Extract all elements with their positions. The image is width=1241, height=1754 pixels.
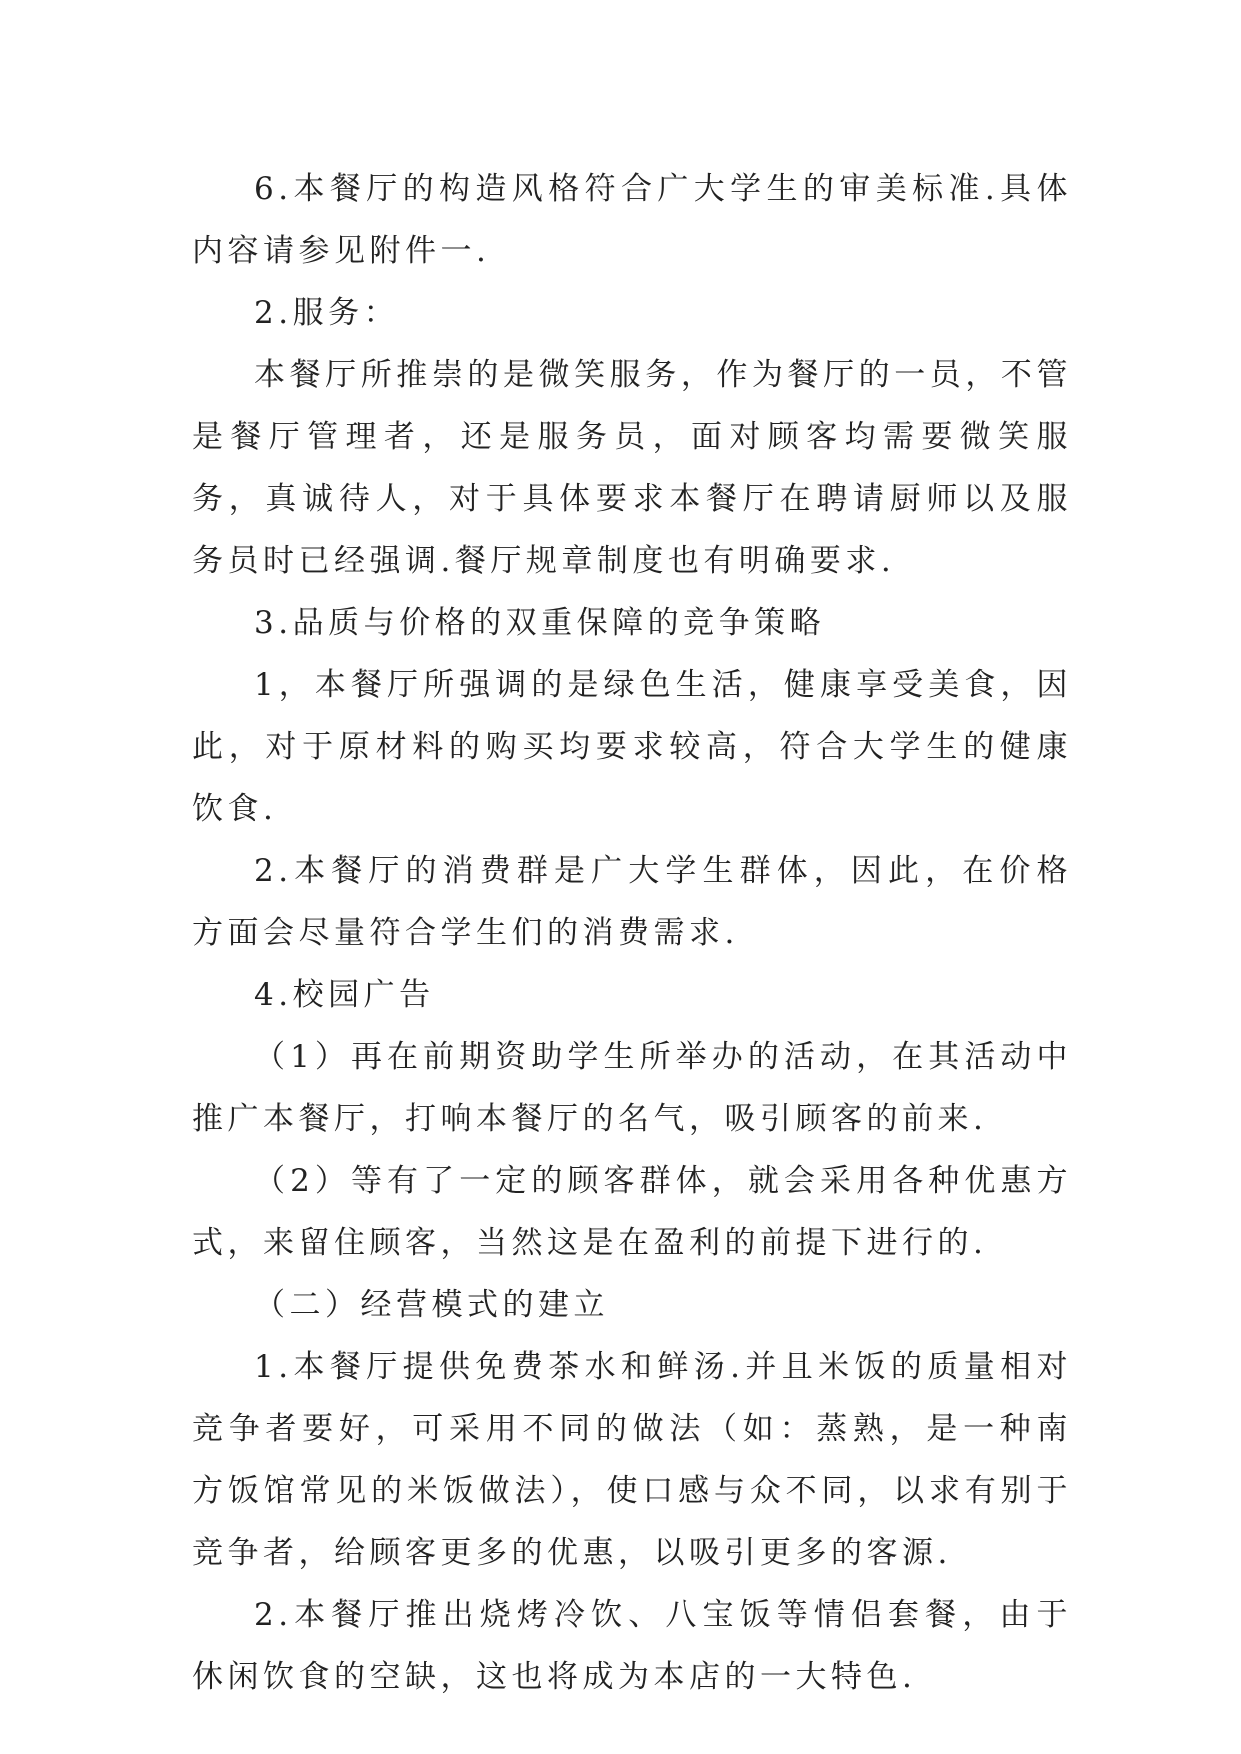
paragraph-price-target: 2.本餐厅的消费群是广大学生群体，因此，在价格方面会尽量符合学生们的消费需求. (192, 853, 1072, 951)
heading-service: 2.服务： (254, 295, 400, 331)
paragraph-sponsor-activities: （1）再在前期资助学生所举办的活动，在其活动中推广本餐厅，打响本餐厅的名气，吸引顾客的前来. (192, 1039, 1072, 1137)
heading-quality-price-strategy: 3.品质与价格的双重保障的竞争策略 (254, 605, 826, 641)
paragraph-green-living: 1，本餐厅所强调的是绿色生活，健康享受美食，因此，对于原材料的购买均要求较高，符合大学生的健康饮食. (192, 667, 1072, 827)
paragraph-free-tea-soup: 1.本餐厅提供免费茶水和鲜汤.并且米饭的质量相对竞争者要好，可采用不同的做法（如：蒸熟，是一种南方饭馆常见的米饭做法），使口感与众不同，以求有别于竞争者，给顾客更多的优惠，以吸引更多的客源. (192, 1349, 1072, 1571)
heading-campus-advertising: 4.校园广告 (254, 977, 435, 1013)
document-body (192, 158, 1072, 1708)
paragraph-smile-service: 本餐厅所推崇的是微笑服务，作为餐厅的一员，不管是餐厅管理者，还是服务员，面对顾客均需要微笑服务，真诚待人，对于具体要求本餐厅在聘请厨师以及服务员时已经强调.餐厅规章制度也有明确要求. (192, 357, 1072, 579)
paragraph-discounts: （2）等有了一定的顾客群体，就会采用各种优惠方式，来留住顾客，当然这是在盈利的前提下进行的. (192, 1163, 1072, 1261)
heading-business-model: （二）经营模式的建立 (254, 1287, 609, 1323)
paragraph-design-style: 6.本餐厅的构造风格符合广大学生的审美标准.具体内容请参见附件一. (192, 171, 1072, 269)
paragraph-couple-set-meals: 2.本餐厅推出烧烤冷饮、八宝饭等情侣套餐，由于休闲饮食的空缺，这也将成为本店的一大特色. (192, 1597, 1072, 1695)
